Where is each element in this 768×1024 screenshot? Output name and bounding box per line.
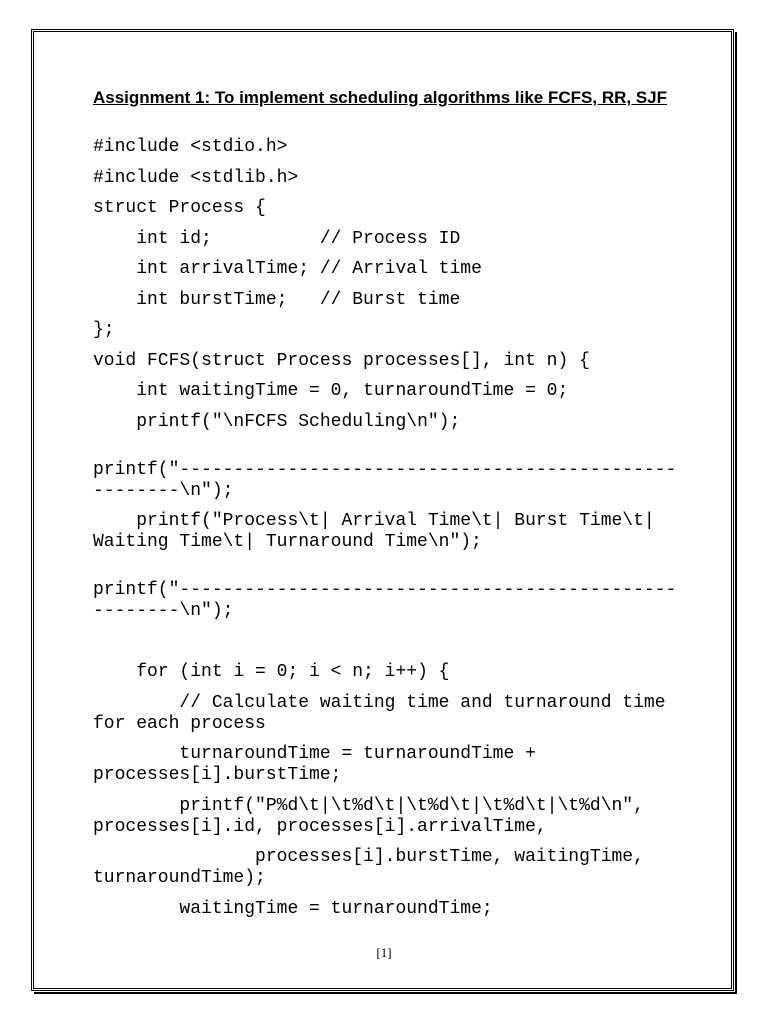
code-line: turnaroundTime = turnaroundTime + processes[i].burstTime; <box>93 744 547 785</box>
code-line: struct Process { <box>93 198 266 218</box>
code-line: printf("\nFCFS Scheduling\n"); <box>93 412 461 432</box>
code-line: printf("Process\t| Arrival Time\t| Burst Time\t| Waiting Time\t| Turnaround Time\n"); <box>93 511 666 552</box>
assignment-heading: Assignment 1: To implement scheduling algorithms like FCFS, RR, SJF <box>93 88 667 107</box>
code-line: int id; // Process ID <box>93 229 461 249</box>
code-line: printf("------------------------------------------------------\n"); <box>93 580 677 621</box>
page-number: [1] <box>376 945 392 960</box>
code-line: }; <box>93 320 115 340</box>
code-line: int arrivalTime; // Arrival time <box>93 259 482 279</box>
code-line: int waitingTime = 0, turnaroundTime = 0; <box>93 381 569 401</box>
code-line: #include <stdio.h> <box>93 137 288 157</box>
code-line: #include <stdlib.h> <box>93 168 299 188</box>
code-line: printf("P%d\t|\t%d\t|\t%d\t|\t%d\t|\t%d\n", processes[i].id, processes[i].arrivalTime, <box>93 796 655 837</box>
code-line: printf("------------------------------------------------------\n"); <box>93 460 677 501</box>
code-line: void FCFS(struct Process processes[], int n) { <box>93 351 590 371</box>
code-line: for (int i = 0; i < n; i++) { <box>93 662 450 682</box>
code-line: // Calculate waiting time and turnaround time for each process <box>93 693 677 734</box>
code-line: processes[i].burstTime, waitingTime, turnaroundTime); <box>93 847 655 888</box>
code-line: int burstTime; // Burst time <box>93 290 461 310</box>
code-line: waitingTime = turnaroundTime; <box>93 899 493 919</box>
